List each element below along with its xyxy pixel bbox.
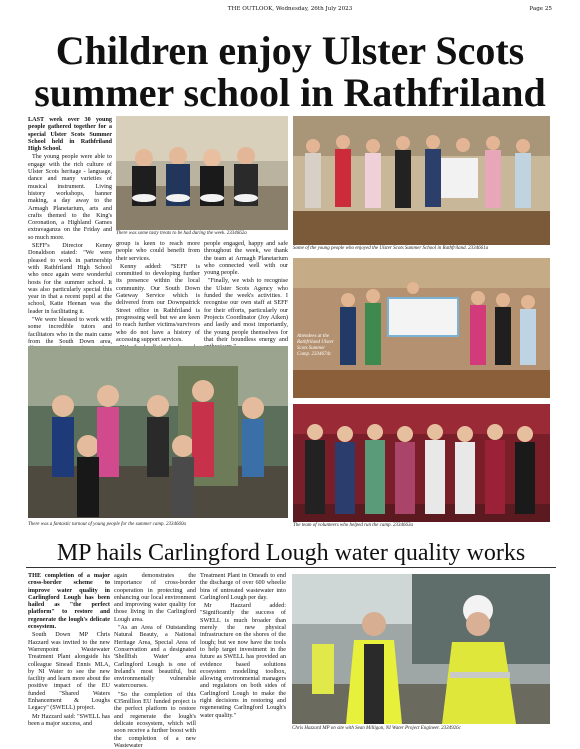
publication-line: THE OUTLOOK, Wednesday, 26th July 2023 — [227, 6, 353, 12]
photo-attendees-banner — [293, 258, 550, 398]
story2-column-2 — [114, 572, 196, 749]
story2-headline: MP hails Carlingford Lough water quality works — [56, 540, 526, 566]
story1-column-2 — [116, 240, 200, 346]
caption-volunteers: The team of volunteers who helped run the camp. 2334663a — [293, 523, 413, 528]
story1-col1-para: The young people were able to engage with the rich culture of Ulster Scots heritage - language, dance and many varieties of musical instrument. Living history workshops, banner making, a day away to the Armagh Planetarium, arts and crafts themed to the King's Coronation, a Highland Games extravaganza on the Friday and so much more. — [28, 153, 112, 241]
caption-young-people-group: Some of the young people who enjoyed the Ulster Scots Summer School in Rathfriland. 2334661a — [293, 246, 489, 251]
story2-col1-para: South Down MP Chris Hazzard was invited to the new Warrenpoint Wastewater Treatment Plant alongside his colleague Sinead Ennis MLA, by NI Water to see the new facility and learn more about the positive impact of the EU funded "Shared Waters Enhancement & Loughs Legacy" (SWELL) project. — [28, 631, 110, 712]
story1-headline: Children enjoy Ulster Scots summer school in Rathfriland — [34, 28, 546, 115]
story1-col3-para: people engaged, happy and safe throughout the week, we thank the team at Armagh Planetarium who connected well with our young people. — [204, 240, 288, 277]
story1-col1-para: "We were blessed to work with some incredible tutors and facilitators who in the main came from the South Down area, — [28, 316, 112, 345]
photo-volunteers-image — [293, 404, 550, 522]
story1-col1-para: SEFF's Director Kenny Donaldson stated: "We were pleased to work in partnership with Rathfriland High School who once again were wonderful hosts for the summer school. It was also particularly special this year in that a recent pupil at the school, Katie Heenan was the leader in facilitating it. — [28, 242, 112, 315]
story2-column-3 — [200, 572, 286, 732]
photo-young-people-group — [293, 116, 550, 245]
caption-tasty-treats: There was some tasty treats to be had during the week. 2334662a — [116, 231, 247, 236]
headline-rule — [26, 567, 556, 568]
story2-col2-para: "As an Area of Outstanding Natural Beauty, a National Heritage Area, Special Area of Conservation and a designated 'Shellfish Water' area Carlingford Lough is one of Ireland's most beautiful, but environmentally vulnerable watercourses. — [114, 624, 196, 690]
caption-fantastic-turnout: There was a fantastic turnout of young people for the summer camp. 2334660a — [28, 522, 186, 527]
caption-mp-on-site: Chris Hazzard MP on site with Sean Milligan, NI Water Project Engineer. 2334926c — [292, 726, 461, 731]
story1-column-3 — [204, 240, 288, 346]
story2-column-1 — [28, 572, 110, 732]
story1-col3-para: "Finally, we wish to recognise the Ulster Scots Agency who funded the week's activities. I recognise our own staff at SEFF for their efforts, particularly our Projects Coordinator (Joy Aiken) and lastly and most importantly, the young people themselves for that their boundless energy and — [204, 277, 288, 343]
story1-col1-para: LAST week over 30 young people gathered together for a special Ulster Scots Summer School held in Rathfriland High School. — [28, 116, 112, 153]
photo-young-people-group-image — [293, 116, 550, 245]
photo-fantastic-turnout — [28, 346, 288, 518]
photo-attendees-banner-image — [293, 258, 550, 398]
story2-col1-para: THE completion of a major cross-border scheme to improve water quality in Carlingford Lough has been hailed as "the perfect platform" to restore and regenerate the lough's delicate ecosystem. — [28, 572, 110, 631]
story2-col1-para: Mr Hazzard said: "SWELL has been a major success, and — [28, 712, 110, 727]
photo-mp-on-site-image — [292, 574, 550, 724]
page-header — [28, 4, 552, 16]
photo-tasty-treats-image — [116, 116, 288, 230]
story1-col2-para: group is keen to reach more people who could benefit from their services. — [116, 240, 200, 262]
story2-col3-para: Treatment Plant in Omeath to end the discharge of over 600 wheelie bins of untreated wastewater into Carlingford Lough per day. — [200, 572, 286, 601]
story1-column-1 — [28, 116, 112, 348]
photo-tasty-treats — [116, 116, 288, 230]
caption-attendees: Attendees at the Rathfriland Ulster Scots Summer Camp. 2334674c — [297, 334, 334, 357]
story2-col2-para: "So the completion of this €35million EU funded project is the perfect platform to restore and regenerate the lough's delicate ecosystem, which will soon receive a further boost with the completion of a new Wastewater — [114, 690, 196, 749]
photo-fantastic-turnout-image — [28, 346, 288, 518]
photo-mp-on-site — [292, 574, 550, 724]
story2-col2-para: again demonstrates the importance of cross-border cooperation in protecting and enhancing our local environment and improving water quality for those living in the Carlingford Lough area. — [114, 572, 196, 623]
story1-col2-para: Kenny added: "SEFF is committed to developing further its presence within the local community. Our South Down Gateway Service which is delivered from our Downpatrick Street office in Rathfriland is progressing well but we are keen to reach further victims/survivors who do not have a history of accessing support services. — [116, 262, 200, 343]
story2-col3-para: Mr Hazzard added: "Significantly the success of SWELL is much broader than merely the new physical infrastructure on the shores of the lough; but we now have the tools to help target investment in the future as SWELL has provided an evidence based solutions ecosystem modelling toolbox, allowing environmental managers and regulators on both sides of Carlingford Lough to make the right decisions in restoring and regenerating Carlingford Lough's water quality." — [200, 602, 286, 719]
photo-volunteers — [293, 404, 550, 522]
page-number: Page 25 — [529, 6, 552, 12]
